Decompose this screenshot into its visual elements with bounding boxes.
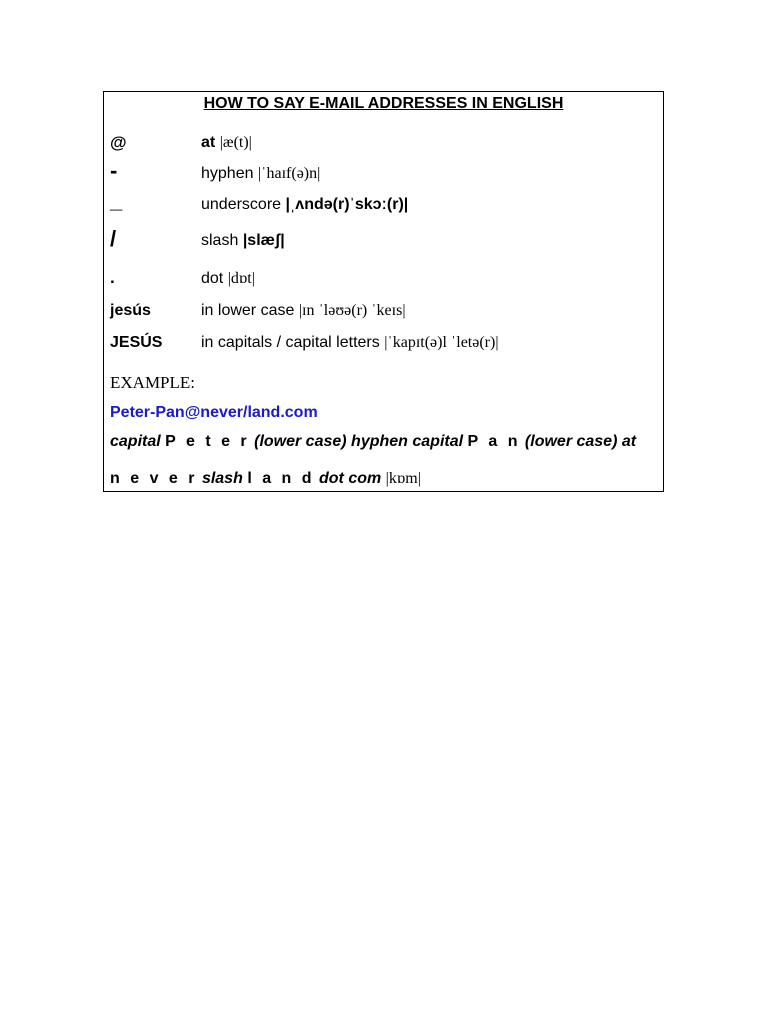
spelling-line-2 (110, 470, 421, 488)
ipa-underscore: |ˌʌndə(r)ˈskɔː(r)| (285, 196, 409, 213)
symbol-uppercase-example: JESÚS (110, 334, 163, 351)
word-lowercase: in lower case (201, 302, 295, 319)
word-capitals: in capitals / capital letters (201, 334, 380, 351)
ipa-lowercase: |ɪn ˈləʊə(r) ˈkeɪs| (298, 302, 406, 319)
symbol-underscore: _ (110, 188, 123, 213)
ipa-at: |æ(t)| (219, 134, 252, 151)
email-pronunciation-box (103, 91, 664, 492)
row-dot (201, 270, 255, 288)
symbol-lowercase-example: jesús (110, 302, 151, 319)
word-slash: slash (201, 232, 239, 249)
symbol-hyphen: - (110, 158, 118, 183)
example-email: Peter-Pan@never/land.com (110, 404, 318, 421)
spell2-letters-never: n e v e r (110, 470, 198, 487)
row-underscore (201, 196, 408, 214)
row-slash (201, 232, 285, 250)
example-label: EXAMPLE: (110, 373, 195, 392)
row-hyphen (201, 165, 320, 183)
ipa-hyphen: |ˈhaɪf(ə)n| (257, 165, 321, 182)
symbol-at: @ (110, 133, 127, 152)
word-dot: dot (201, 270, 224, 287)
symbol-dot: . (110, 268, 115, 287)
row-capitals (201, 334, 499, 352)
spell1-lowercase-at: (lower case) at (524, 433, 637, 450)
spell2-dot-com: dot com (319, 470, 382, 487)
row-lowercase (201, 302, 406, 320)
ipa-com: |kɒm| (385, 470, 421, 487)
ipa-dot: |dɒt| (227, 270, 255, 287)
spell1-letters-pan: P a n (467, 433, 521, 450)
word-hyphen: hyphen (201, 165, 254, 182)
ipa-capitals: |ˈkapɪt(ə)l ˈletə(r)| (384, 334, 499, 351)
symbol-slash: / (110, 226, 117, 251)
spell2-letters-land: l a n d (247, 470, 315, 487)
ipa-slash: |slæʃ| (242, 232, 285, 249)
spell2-slash: slash (201, 470, 243, 487)
row-at (201, 134, 252, 152)
spell1-letters-peter: P e t e r (165, 433, 250, 450)
word-underscore: underscore (201, 196, 282, 213)
document-title: HOW TO SAY E-MAIL ADDRESSES IN ENGLISH (203, 95, 564, 112)
spelling-line-1 (110, 433, 636, 451)
spell1-lowercase-hyphen: (lower case) hyphen capital (254, 433, 464, 450)
word-at: at (201, 134, 216, 151)
spell1-capital: capital (110, 433, 161, 450)
